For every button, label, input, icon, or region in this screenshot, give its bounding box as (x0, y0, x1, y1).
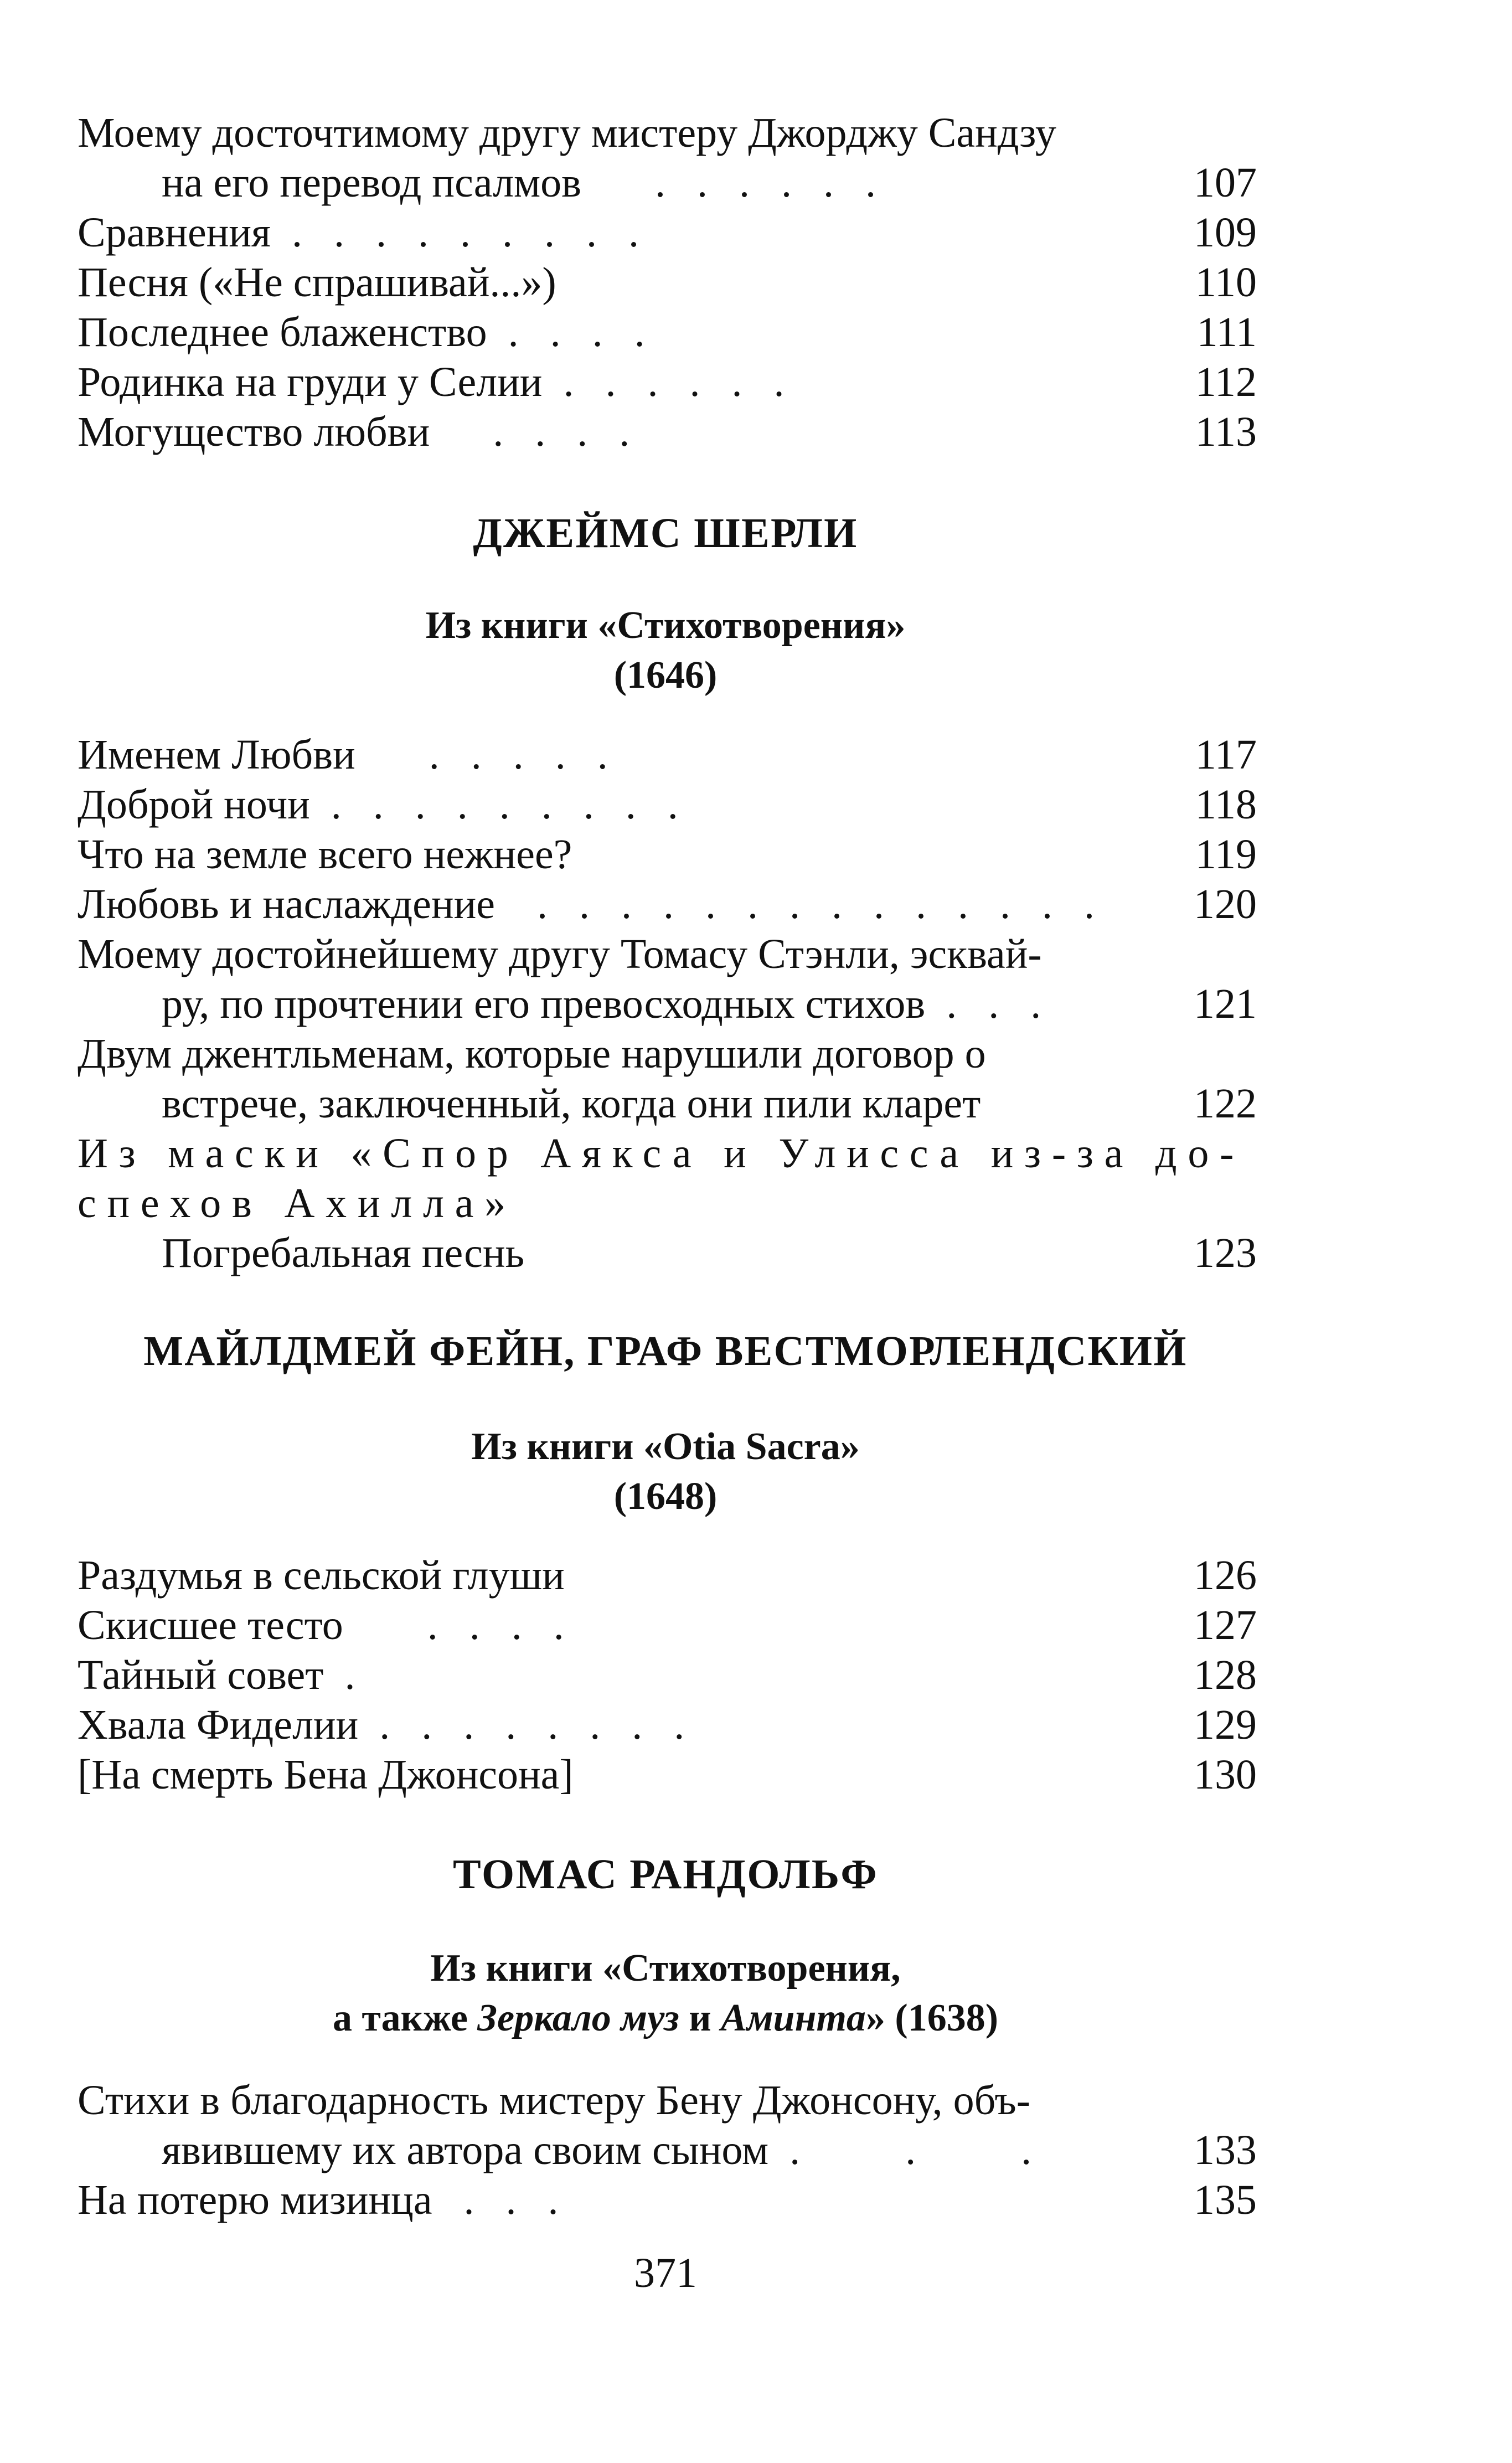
book-title: Из книги «Стихотворения, (430, 1947, 901, 1990)
toc-entry-page: 133 (1194, 2127, 1257, 2173)
book-year: (1648) (613, 1475, 718, 1518)
book-title-text: » (1638) (865, 1997, 999, 2039)
toc-entry-title: на его перевод псалмов . . . . . . (162, 159, 876, 206)
toc-entry-page: 111 (1196, 309, 1257, 355)
toc-entry-page: 129 (1194, 1702, 1257, 1748)
toc-entry-page: 121 (1194, 981, 1257, 1027)
toc-entry-title: Хвала Фиделии . . . . . . . . (78, 1702, 685, 1748)
toc-entry-title: Сравнения . . . . . . . . . (78, 209, 639, 256)
toc-entry-page: 135 (1194, 2177, 1257, 2223)
author-heading: ДЖЕЙМС ШЕРЛИ (473, 510, 858, 557)
toc-entry-page: 123 (1194, 1230, 1257, 1276)
toc-entry-title: Двум джентльменам, которые нарушили договор о (78, 1030, 986, 1077)
book-title-text: а также (332, 1997, 478, 2039)
toc-entry-title: Скисшее тесто . . . . (78, 1602, 564, 1648)
toc-entry-page: 112 (1195, 359, 1257, 405)
toc-entry-title: Моему досточтимому другу мистеру Джорджу Сандзу (78, 110, 1056, 156)
toc-entry-title: Что на земле всего нежнее? (78, 831, 572, 878)
author-heading: МАЙЛДМЕЙ ФЕЙН, ГРАФ ВЕСТМОРЛЕНДСКИЙ (143, 1328, 1188, 1374)
book-year: (1646) (613, 654, 718, 697)
toc-entry-title: явившему их автора своим сыном . . . (162, 2127, 1032, 2173)
toc-entry-page: 122 (1194, 1080, 1257, 1127)
toc-entry-title: Раздумья в сельской глуши (78, 1552, 565, 1599)
author-heading: ТОМАС РАНДОЛЬФ (453, 1851, 878, 1898)
toc-entry-page: 117 (1195, 731, 1257, 778)
toc-entry-page: 109 (1194, 209, 1257, 256)
toc-entry-page: 128 (1194, 1652, 1257, 1698)
toc-entry-page: 118 (1195, 781, 1257, 828)
book-title-text: и (679, 1997, 721, 2039)
toc-entry-title: Любовь и наслаждение . . . . . . . . . . . . . . (78, 881, 1095, 928)
toc-entry-page: 119 (1195, 831, 1257, 878)
book-title: Из книги «Стихотворения» (425, 604, 906, 647)
toc-entry-title: Песня («Не спрашивай...») (78, 259, 556, 306)
book-title-line2 (0, 1993, 1331, 2043)
toc-entry-title: [На смерть Бена Джонсона] (78, 1751, 574, 1798)
toc-entry-title: На потерю мизинца . . . (78, 2177, 559, 2223)
toc-entry-title: Погребальная песнь (162, 1230, 525, 1276)
toc-entry-page: 113 (1195, 409, 1257, 455)
toc-entry-title: Доброй ночи . . . . . . . . . (78, 781, 678, 828)
toc-entry-title: Могущество любви . . . . (78, 409, 630, 455)
toc-entry-title: Именем Любви . . . . . (78, 731, 608, 778)
toc-entry-title: Последнее блаженство . . . . (78, 309, 645, 355)
book-title: Из книги «Otia Sacra» (471, 1425, 860, 1468)
book-title-italic: Аминта (721, 1997, 866, 2039)
toc-entry-title: ру, по прочтении его превосходных стихов . . . (162, 981, 1041, 1027)
toc-entry-page: 120 (1194, 881, 1257, 928)
toc-entry-title: Родинка на груди у Селии . . . . . . (78, 359, 785, 405)
toc-entry (78, 407, 1257, 606)
toc-entry-title: Из маски «Спор Аякса и Улисса из-за до- (78, 1130, 1245, 1177)
book-title-italic: Зеркало муз (477, 1997, 679, 2039)
page-number: 371 (634, 2250, 697, 2296)
toc-entry-page: 130 (1194, 1751, 1257, 1798)
toc-entry-page: 110 (1195, 259, 1257, 306)
toc-entry-title: Моему достойнейшему другу Томасу Стэнли, эсквай- (78, 931, 1042, 977)
toc-entry-title: Тайный совет . (78, 1652, 355, 1698)
toc-entry-title: встрече, заключенный, когда они пили кларет (162, 1080, 981, 1127)
toc-entry-page: 127 (1194, 1602, 1257, 1648)
toc-entry-page: 107 (1194, 159, 1257, 206)
toc-entry-page: 126 (1194, 1552, 1257, 1599)
toc-entry-title: спехов Ахилла» (78, 1180, 517, 1227)
toc-entry-title: Стихи в благодарность мистеру Бену Джонсону, объ- (78, 2077, 1031, 2124)
